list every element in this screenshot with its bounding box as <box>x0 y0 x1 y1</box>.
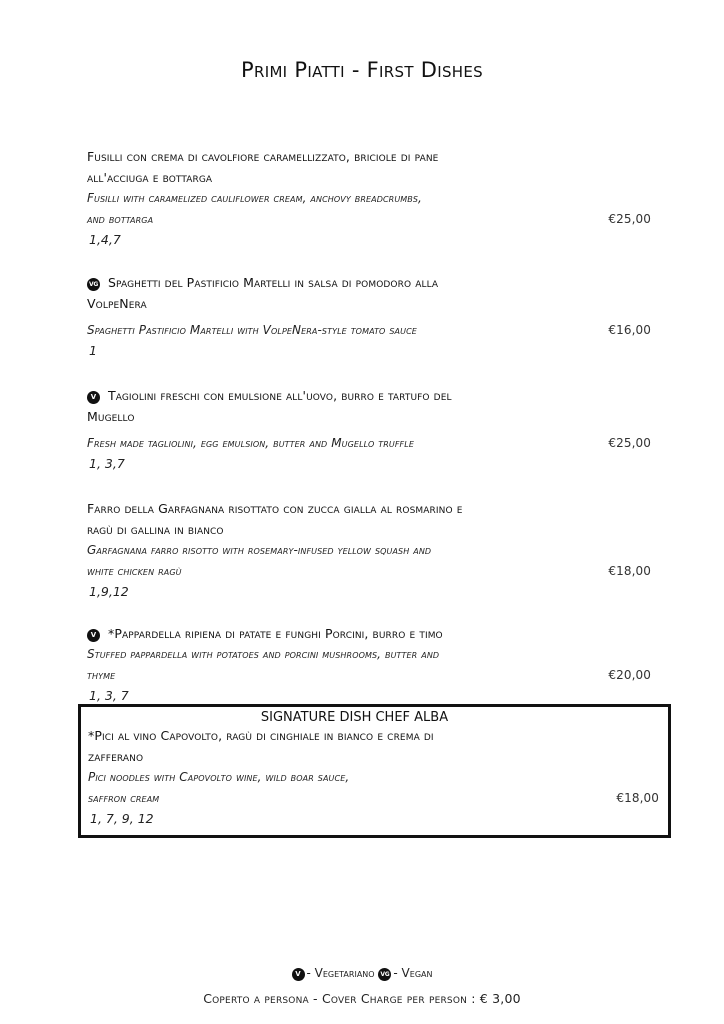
allergens: 1 <box>89 343 97 358</box>
english-description <box>87 433 651 454</box>
english-description-end <box>88 788 659 809</box>
english-line: Fresh made tagliolini, egg emulsion, butter and Mugello truffle <box>87 436 414 450</box>
allergens: 1,9,12 <box>89 584 129 599</box>
menu-item <box>87 385 651 473</box>
english-description <box>87 540 651 561</box>
italian-name-line1: *Pappardella ripiena di patate e funghi Porcini, burro e timo <box>108 626 443 641</box>
english-description-end <box>87 209 651 230</box>
price: €18,00 <box>616 791 659 805</box>
price: €16,00 <box>608 323 651 337</box>
allergens: 1,4,7 <box>89 232 121 247</box>
allergens: 1, 3,7 <box>89 456 125 471</box>
cover-charge: Coperto a persona - Cover Charge per person : € 3,00 <box>203 991 521 1006</box>
vegetarian-icon: V <box>87 629 100 642</box>
english-line1: Stuffed pappardella with potatoes and porcini mushrooms, butter and <box>87 647 440 661</box>
english-line2: thyme <box>87 668 116 682</box>
vegan-icon: VG <box>87 278 100 291</box>
english-description <box>87 644 651 665</box>
italian-name-line2: zafferano <box>88 749 144 764</box>
english-line: Spaghetti Pastificio Martelli with VolpeNera-style tomato sauce <box>87 323 417 337</box>
vegetarian-label: - Vegetariano <box>306 966 375 980</box>
italian-name-line1: Tagiolini freschi con emulsione all'uovo, burro e tartufo del <box>108 388 452 403</box>
italian-name-line2: ragù di gallina in bianco <box>87 522 224 537</box>
menu-item <box>87 272 651 360</box>
price: €20,00 <box>608 668 651 682</box>
allergens: 1, 3, 7 <box>89 688 129 703</box>
page-title: Primi Piatti - First Dishes <box>241 58 483 82</box>
price: €25,00 <box>608 212 651 226</box>
italian-name-line1: Farro della Garfagnana risottato con zucca gialla al rosmarino e <box>87 501 463 516</box>
english-line2: saffron cream <box>88 791 160 805</box>
english-line1: Fusilli with caramelized cauliflower cream, anchovy breadcrumbs, <box>87 191 422 205</box>
italian-name-line2: VolpeNera <box>87 296 147 311</box>
vegetarian-icon: V <box>87 391 100 404</box>
english-line1: Garfagnana farro risotto with rosemary-infused yellow squash and <box>87 543 432 557</box>
menu-item <box>87 146 651 249</box>
menu-item <box>87 623 651 705</box>
vegetarian-icon: V <box>292 968 305 981</box>
english-description-end <box>87 665 651 686</box>
diet-legend <box>0 966 724 981</box>
price: €25,00 <box>608 436 651 450</box>
signature-heading: SIGNATURE DISH CHEF ALBA <box>260 710 449 725</box>
italian-name-line1: Fusilli con crema di cavolfiore caramellizzato, briciole di pane <box>87 149 439 164</box>
menu-item <box>87 498 651 601</box>
italian-name-line1: Spaghetti del Pastificio Martelli in salsa di pomodoro alla <box>108 275 439 290</box>
italian-name-line1: *Pici al vino Capovolto, ragù di cinghiale in bianco e crema di <box>88 728 434 743</box>
english-description <box>87 320 651 341</box>
english-description-end <box>87 561 651 582</box>
italian-name-line2: Mugello <box>87 409 135 424</box>
english-description <box>87 188 651 209</box>
signature-dish <box>88 725 659 828</box>
english-line2: and bottarga <box>87 212 154 226</box>
price: €18,00 <box>608 564 651 578</box>
english-description <box>88 767 653 788</box>
allergens: 1, 7, 9, 12 <box>90 811 154 826</box>
english-line2: white chicken ragù <box>87 564 182 578</box>
italian-name-line2: all'acciuga e bottarga <box>87 170 213 185</box>
english-line1: Pici noodles with Capovolto wine, wild boar sauce, <box>88 770 350 784</box>
vegan-label: - Vegan <box>393 966 433 980</box>
vegan-icon: VG <box>378 968 391 981</box>
signature-dish-box <box>78 704 671 838</box>
